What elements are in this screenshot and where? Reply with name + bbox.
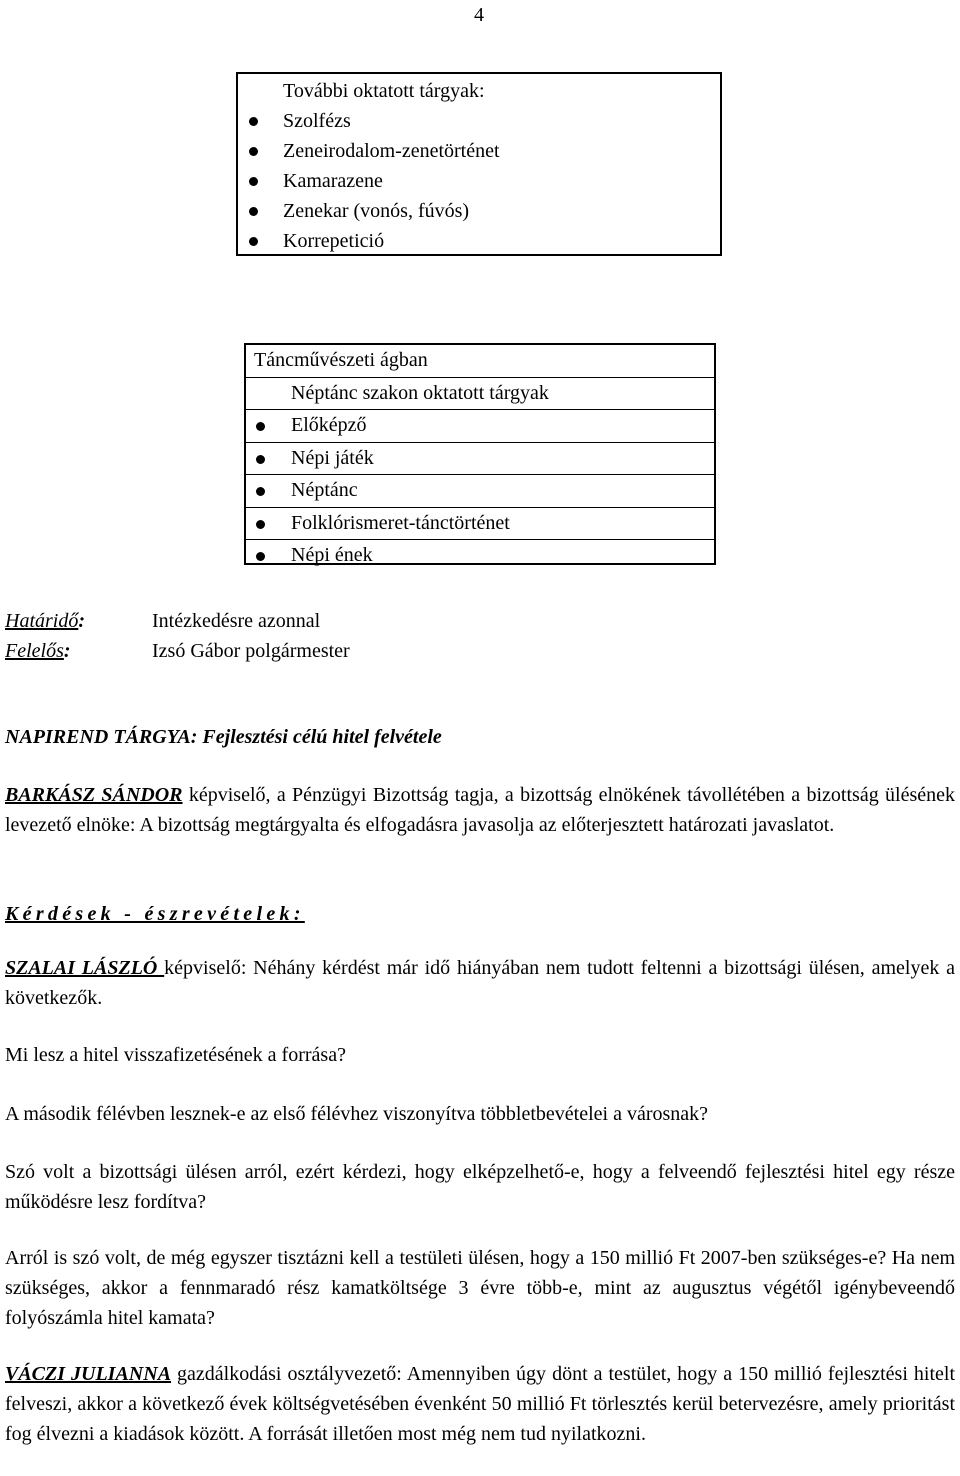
paragraph-barkasz: BARKÁSZ SÁNDOR képviselő, a Pénzügyi Bizottság tagja, a bizottság elnökének távollétében a bizottság ülésének levezető elnöke: A bizottság megtárgyalta és elfogadásra javasolja az előterjesztett határozati javaslatot.: [5, 784, 956, 836]
table-row: Előképző: [246, 410, 714, 443]
paragraph-vaczi: VÁCZI JULIANNA gazdálkodási osztályvezető: Amennyiben úgy dönt a testület, hogy a 150 millió fejlesztési hitelt felveszi, akkor a következő évek költségvetésében évenként 50 millió Ft törlesztés kerül betervezésre, amely prioritást fog élvezni a kiadások között. A forrását illetően most még nem tud nyilatkozni.: [5, 1363, 956, 1445]
list-item: Zeneirodalom-zenetörténet: [283, 136, 720, 166]
speaker-name: BARKÁSZ SÁNDOR: [5, 784, 183, 806]
questions-heading: Kérdések - észrevételek:: [5, 903, 305, 925]
list-item: Szolfézs: [283, 106, 720, 136]
dance-subjects-table: [244, 343, 716, 565]
responsible-value: Izsó Gábor polgármester: [152, 640, 350, 662]
table-row: Néptánc: [246, 475, 714, 508]
table-row: Népi játék: [246, 443, 714, 476]
question-1: Mi lesz a hitel visszafizetésének a forrása?: [5, 1044, 346, 1066]
paragraph-szalai: SZALAI LÁSZLÓ képviselő: Néhány kérdést már idő hiányában nem tudott feltenni a bizottsági ülésen, amelyek a következők.: [5, 957, 956, 1009]
page-number: 4: [474, 4, 484, 26]
table-row: Népi ének: [246, 540, 714, 572]
agenda-title: NAPIREND TÁRGYA: Fejlesztési célú hitel felvétele: [5, 726, 442, 748]
other-subjects-heading: További oktatott tárgyak:: [283, 80, 485, 102]
dance-heading: Táncművészeti ágban: [246, 345, 714, 378]
responsible-label: Felelős:: [5, 640, 71, 662]
dance-subheading: Néptánc szakon oktatott tárgyak: [246, 378, 714, 411]
list-item: Kamarazene: [283, 166, 720, 196]
table-row: Folklórismeret-tánctörténet: [246, 508, 714, 541]
deadline-value: Intézkedésre azonnal: [152, 610, 321, 632]
deadline-block: [5, 606, 905, 666]
list-item: Korrepetició: [283, 226, 720, 256]
speaker-name: VÁCZI JULIANNA: [5, 1363, 172, 1385]
question-4: Arról is szó volt, de még egyszer tisztázni kell a testületi ülésen, hogy a 150 millió Ft 2007-ben szükséges-e? Ha nem szükséges, akkor a fennmaradó rész kamatköltsége 3 évre több-e, mint az augusztus végétől igénybeveendő folyószámla hitel kamata?: [5, 1247, 955, 1329]
other-subjects-box: [236, 72, 722, 256]
question-2: A második félévben lesznek-e az első félévhez viszonyítva többletbevételei a városnak?: [5, 1103, 709, 1125]
question-3: Szó volt a bizottsági ülésen arról, ezért kérdezi, hogy elképzelhető-e, hogy a felveendő fejlesztési hitel egy része működésre lesz fordítva?: [5, 1161, 955, 1213]
deadline-label: Határidő:: [5, 610, 86, 632]
list-item: Zenekar (vonós, fúvós): [283, 196, 720, 226]
speaker-name: SZALAI LÁSZLÓ: [5, 957, 165, 979]
